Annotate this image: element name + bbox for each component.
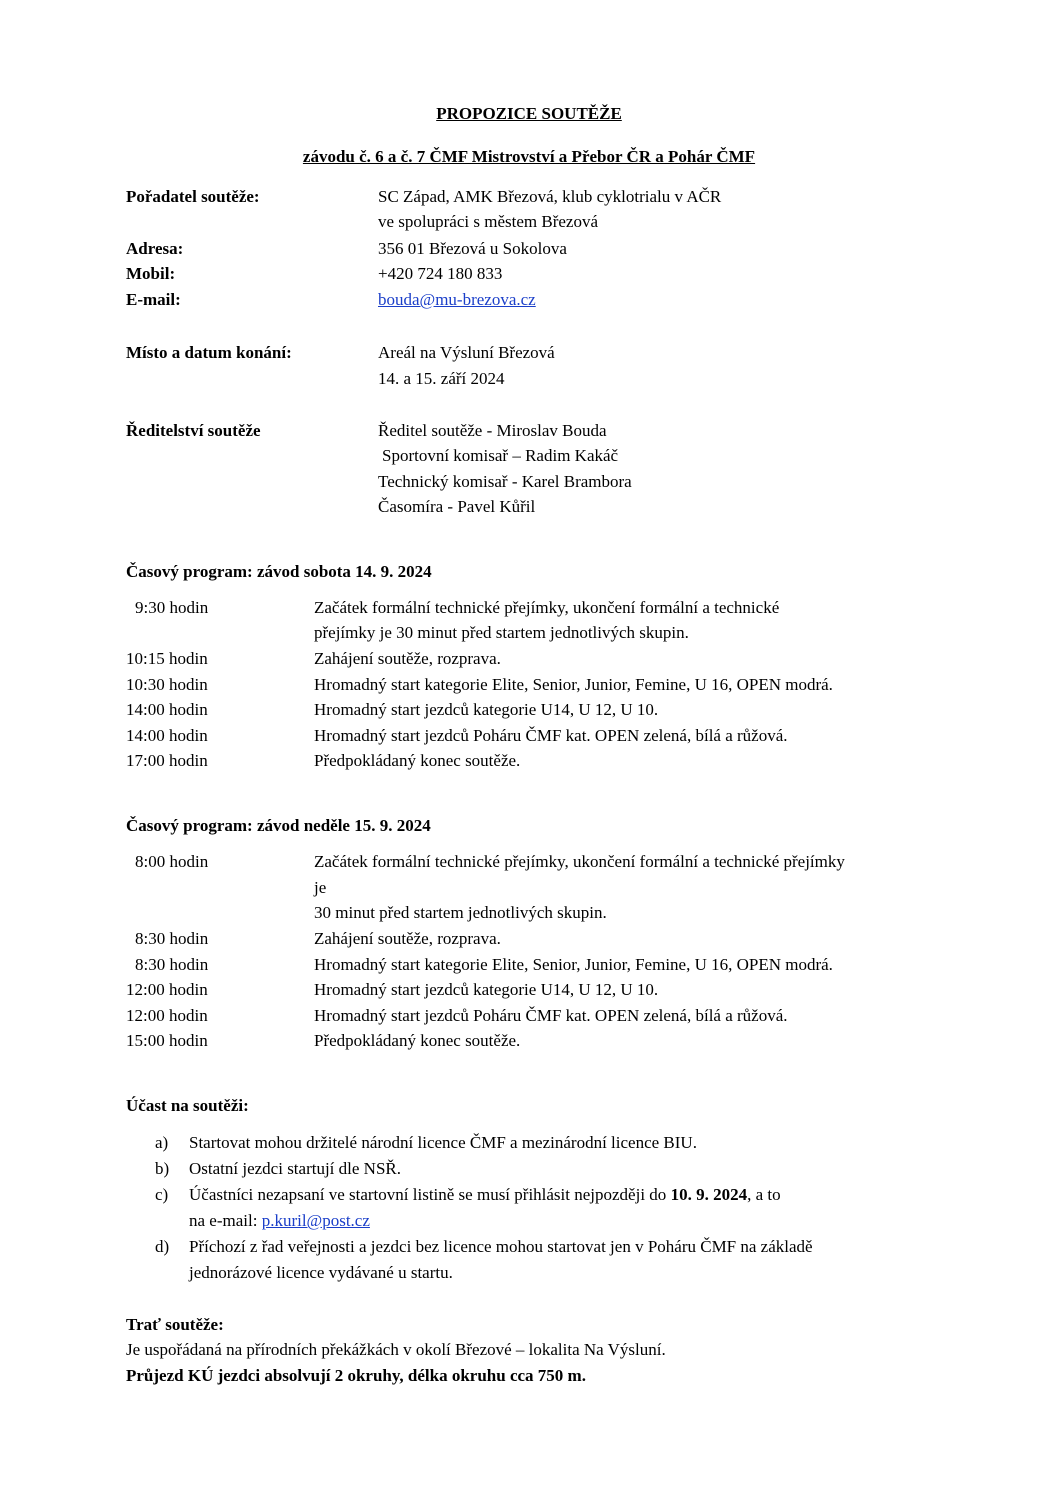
registration-email-link[interactable]: p.kuril@post.cz [261, 1211, 370, 1230]
schedule-desc: Hromadný start kategorie Elite, Senior, Junior, Femine, U 16, OPEN modrá. [314, 675, 833, 694]
list-marker: d) [155, 1237, 170, 1256]
track-laps-note: Průjezd KÚ jezdci absolvují 2 okruhy, délka okruhu cca 750 m. [126, 1366, 586, 1385]
list-marker: b) [155, 1159, 170, 1178]
list-item: Příchozí z řad veřejnosti a jezdci bez licence mohou startovat jen v Poháru ČMF na základě [189, 1237, 813, 1256]
schedule-desc: Hromadný start jezdců Poháru ČMF kat. OPEN zelená, bílá a růžová. [314, 1006, 788, 1025]
schedule-desc: Hromadný start jezdců Poháru ČMF kat. OPEN zelená, bílá a růžová. [314, 726, 788, 745]
address-label: Adresa: [126, 239, 184, 258]
document-title: PROPOZICE SOUTĚŽE [436, 104, 622, 123]
schedule-desc: Hromadný start kategorie Elite, Senior, Junior, Femine, U 16, OPEN modrá. [314, 955, 833, 974]
address-value: 356 01 Březová u Sokolova [378, 239, 567, 258]
schedule-desc: Předpokládaný konec soutěže. [314, 1031, 521, 1050]
organizer-line-1: SC Západ, AMK Březová, klub cyklotrialu v AČR [378, 187, 722, 206]
schedule-desc: Začátek formální technické přejímky, ukončení formální a technické přejímky [314, 852, 845, 871]
schedule-time: 12:00 hodin [126, 1006, 208, 1025]
schedule-time: 10:15 hodin [126, 649, 208, 668]
schedule-time: 14:00 hodin [126, 700, 208, 719]
list-item-text: na e-mail: [189, 1211, 262, 1230]
registration-deadline: 10. 9. 2024 [670, 1185, 748, 1204]
schedule-time: 8:30 hodin [135, 929, 209, 948]
directorate-label: Ředitelství soutěže [126, 421, 261, 440]
mobile-label: Mobil: [126, 264, 176, 283]
directorate-line: Časomíra - Pavel Kůřil [378, 497, 536, 516]
schedule-desc: Hromadný start jezdců kategorie U14, U 12, U 10. [314, 700, 659, 719]
list-item-continuation [189, 1211, 370, 1231]
directorate-line: Ředitel soutěže - Miroslav Bouda [378, 421, 607, 440]
venue-line-1: Areál na Výsluní Březová [378, 343, 555, 362]
venue-label: Místo a datum konání: [126, 343, 292, 362]
schedule-desc: Předpokládaný konec soutěže. [314, 751, 521, 770]
schedule-desc: 30 minut před startem jednotlivých skupin. [314, 903, 607, 922]
schedule-time: 17:00 hodin [126, 751, 208, 770]
list-item-text: Účastníci nezapsaní ve startovní listině se musí přihlásit nejpozději do [189, 1185, 671, 1204]
sunday-heading: Časový program: závod neděle 15. 9. 2024 [126, 816, 431, 835]
organizer-line-2: ve spolupráci s městem Březová [378, 212, 598, 231]
organizer-label: Pořadatel soutěže: [126, 187, 260, 206]
schedule-time: 14:00 hodin [126, 726, 208, 745]
email-link[interactable]: bouda@mu-brezova.cz [378, 290, 536, 309]
track-heading: Trať soutěže: [126, 1315, 224, 1334]
email-label: E-mail: [126, 290, 181, 309]
directorate-line: Sportovní komisař – Radim Kakáč [382, 446, 619, 465]
mobile-value: +420 724 180 833 [378, 264, 503, 283]
schedule-time: 12:00 hodin [126, 980, 208, 999]
schedule-time: 8:30 hodin [135, 955, 209, 974]
track-description: Je uspořádaná na přírodních překážkách v okolí Březové – lokalita Na Výsluní. [126, 1340, 666, 1359]
schedule-time: 10:30 hodin [126, 675, 208, 694]
list-item: Ostatní jezdci startují dle NSŘ. [189, 1159, 401, 1178]
list-marker: c) [155, 1185, 169, 1204]
schedule-desc: Zahájení soutěže, rozprava. [314, 649, 501, 668]
list-item-continuation: jednorázové licence vydávané u startu. [189, 1263, 453, 1282]
list-item: Startovat mohou držitelé národní licence ČMF a mezinárodní licence BIU. [189, 1133, 697, 1152]
schedule-desc: je [314, 878, 327, 897]
schedule-desc: Zahájení soutěže, rozprava. [314, 929, 501, 948]
venue-date: 14. a 15. září 2024 [378, 369, 505, 388]
schedule-time: 15:00 hodin [126, 1031, 208, 1050]
list-item [189, 1185, 781, 1205]
schedule-desc: Hromadný start jezdců kategorie U14, U 12, U 10. [314, 980, 659, 999]
schedule-desc: přejímky je 30 minut před startem jednotlivých skupin. [314, 623, 689, 642]
schedule-time: 9:30 hodin [135, 598, 209, 617]
list-marker: a) [155, 1133, 169, 1152]
list-item-text: , a to [747, 1185, 781, 1204]
schedule-desc: Začátek formální technické přejímky, ukončení formální a technické [314, 598, 780, 617]
participation-heading: Účast na soutěži: [126, 1096, 249, 1115]
document-subtitle: závodu č. 6 a č. 7 ČMF Mistrovství a Přebor ČR a Pohár ČMF [302, 147, 756, 166]
directorate-line: Technický komisař - Karel Brambora [378, 472, 632, 491]
schedule-time: 8:00 hodin [135, 852, 209, 871]
saturday-heading: Časový program: závod sobota 14. 9. 2024 [126, 562, 432, 581]
